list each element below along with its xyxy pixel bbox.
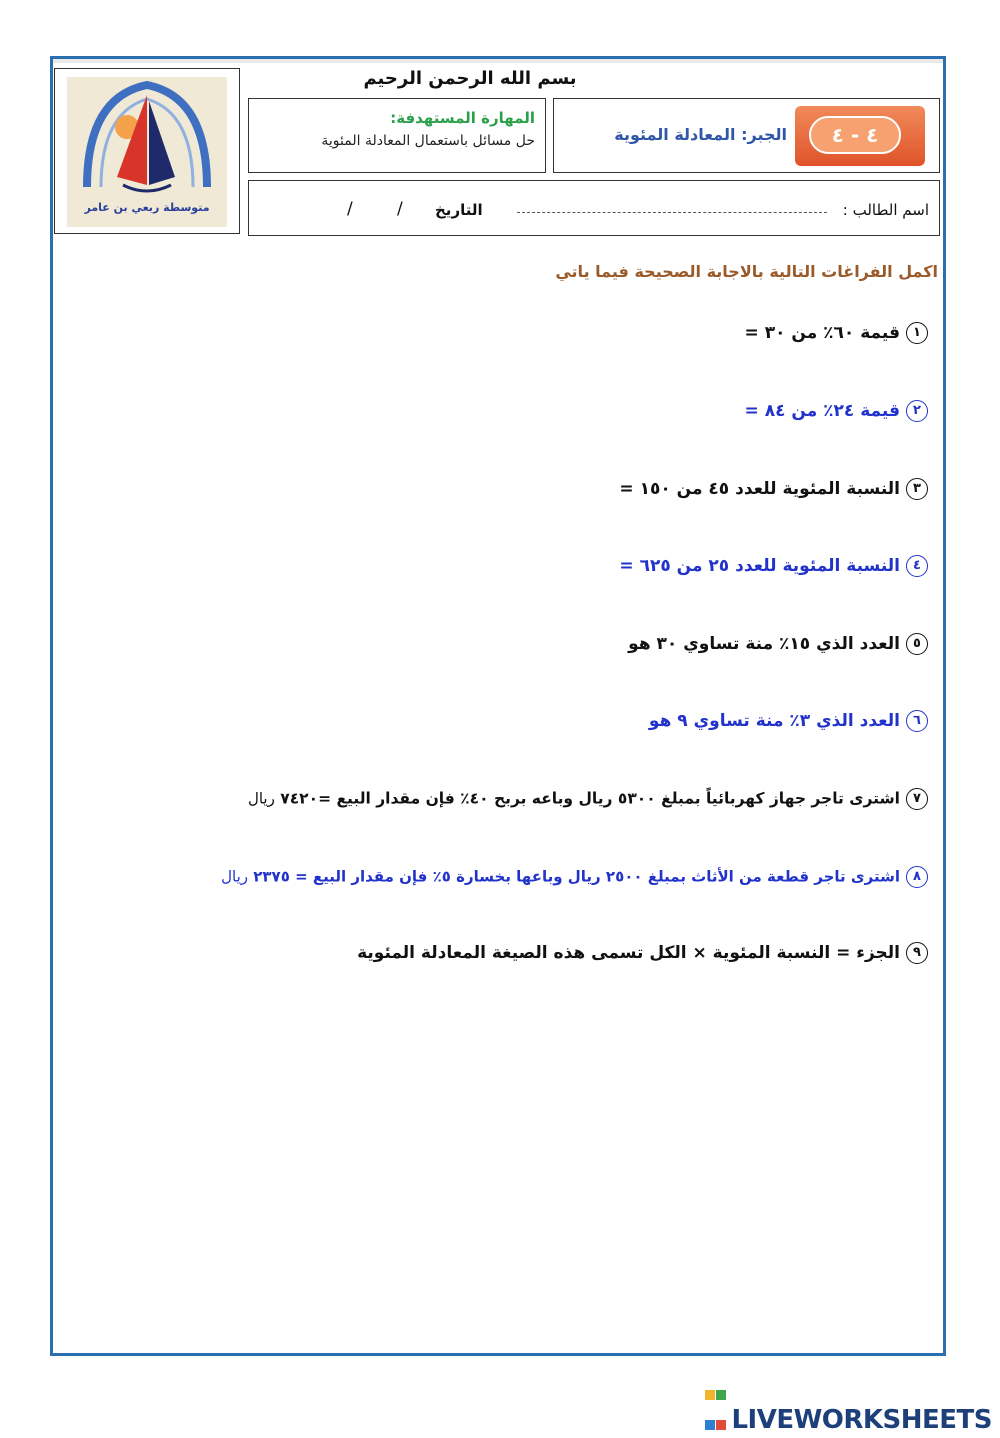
- lesson-badge: [795, 106, 925, 166]
- student-name-label: اسم الطالب :: [842, 201, 929, 219]
- question-text: النسبة المئوية للعدد ٢٥ من ٦٢٥ =: [619, 556, 900, 576]
- question-number: ٥: [906, 633, 928, 655]
- liveworksheets-logo: [705, 1378, 992, 1435]
- question-text: العدد الذي ١٥٪ منة تساوي ٣٠ هو: [628, 634, 900, 654]
- student-name-field[interactable]: [517, 212, 827, 213]
- question-number: ٨: [906, 866, 928, 888]
- skill-text: حل مسائل باستعمال المعادلة المئوية: [321, 133, 535, 149]
- skill-title: المهارة المستهدفة:: [390, 109, 535, 127]
- basmala: بسم الله الرحمن الرحيم: [363, 68, 577, 89]
- question-text: اشترى تاجر جهاز كهربائياً بمبلغ ٥٣٠٠ ريال وباعه بربح ٤٠٪ فإن مقدار البيع =٧٤٢٠: [280, 789, 900, 808]
- question-3: [619, 478, 928, 500]
- lesson-number: ٤ - ٤: [809, 116, 901, 154]
- question-number: ٤: [906, 555, 928, 577]
- answer-unit: ريال: [221, 867, 248, 886]
- question-6: [649, 710, 928, 732]
- question-number: ٢: [906, 400, 928, 422]
- question-9: [357, 942, 928, 964]
- question-text: النسبة المئوية للعدد ٤٥ من ١٥٠ =: [619, 479, 900, 499]
- answer-unit: ريال: [247, 789, 275, 808]
- question-1: [745, 322, 928, 344]
- question-number: ١: [906, 322, 928, 344]
- logo-text: متوسطة ربعي بن عامر: [84, 201, 210, 214]
- question-text: قيمة ٦٠٪ من ٣٠ =: [744, 323, 900, 343]
- skill-box: [248, 98, 546, 173]
- question-2: [745, 400, 928, 422]
- lesson-box: [553, 98, 940, 173]
- lesson-title: الجبر: المعادلة المئوية: [614, 125, 787, 144]
- question-text: قيمة ٢٤٪ من ٨٤ =: [744, 401, 900, 421]
- page-frame: [50, 56, 946, 1356]
- date-separator: /: [347, 199, 353, 219]
- school-logo: [67, 77, 227, 227]
- liveworksheets-mark-icon: [705, 1378, 727, 1400]
- question-4: [619, 555, 928, 577]
- date-label: التاريخ: [435, 201, 483, 219]
- question-text: العدد الذي ٣٪ منة تساوي ٩ هو: [648, 711, 900, 731]
- student-info-box: [248, 180, 940, 236]
- question-text: اشترى تاجر قطعة من الأثاث بمبلغ ٢٥٠٠ ريال وباعها بخسارة ٥٪ فإن مقدار البيع = ٢٣٧٥: [253, 867, 900, 886]
- liveworksheets-brand: LIVEWORKSHEETS: [731, 1405, 992, 1435]
- question-number: ٦: [906, 710, 928, 732]
- question-number: ٧: [906, 788, 928, 810]
- question-5: [628, 633, 928, 655]
- question-7: [248, 788, 928, 810]
- school-logo-box: [54, 68, 240, 234]
- question-number: ٣: [906, 478, 928, 500]
- instruction-text: اكمل الفراغات التالية بالاجابة الصحيحة فيما ياتي: [555, 262, 938, 281]
- date-separator: /: [397, 199, 403, 219]
- question-number: ٩: [906, 942, 928, 964]
- question-text: الجزء = النسبة المئوية × الكل تسمى هذه الصيغة المعادلة المئوية: [357, 943, 900, 963]
- school-logo-icon: [67, 77, 227, 227]
- question-8: [221, 866, 928, 888]
